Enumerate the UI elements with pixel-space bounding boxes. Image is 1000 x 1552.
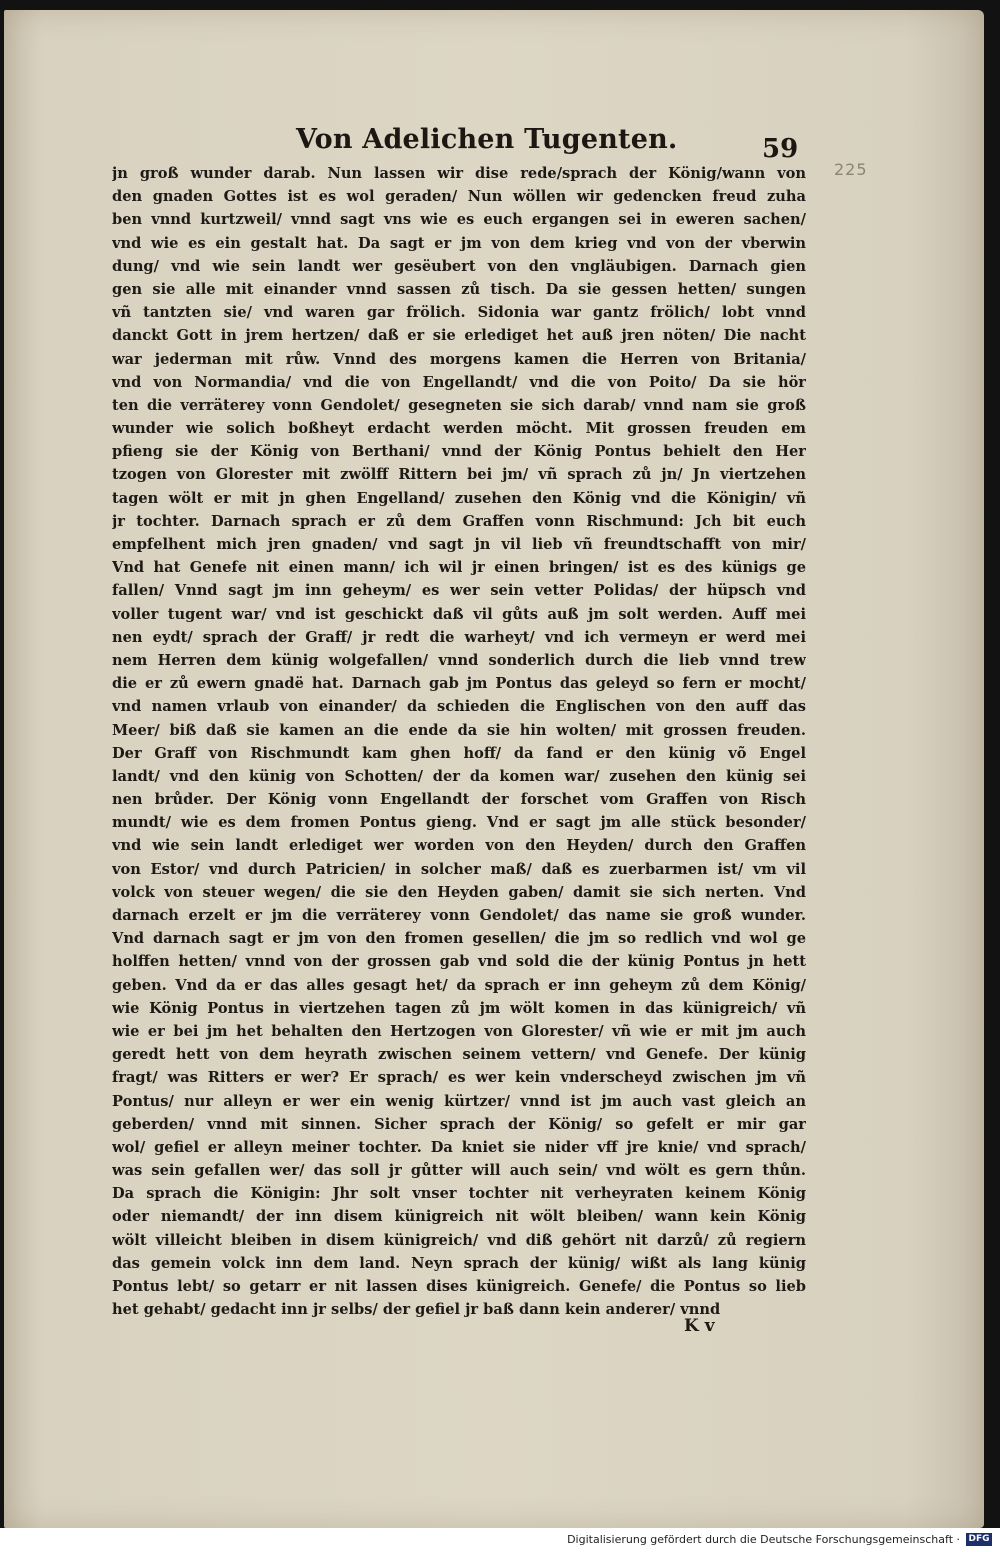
text-line: wie er bei jm het behalten den Hertzogen von Glorester/ vñ wie er mit jm auch [112,1022,806,1040]
body-text [112,162,806,1321]
text-line: was sein gefallen wer/ das soll jr gůtter will auch sein/ vnd wölt es gern thůn. [112,1162,806,1180]
text-line: darnach erzelt er jm die verräterey vonn Gendolet/ das name sie groß wunder. [112,907,806,924]
text-line: ten die verräterey vonn Gendolet/ gesegneten sie sich darab/ vnnd nam sie groß [112,396,806,414]
folio-number: 59 [762,134,799,164]
page-header [4,118,984,164]
text-line: ben vnnd kurtzweil/ vnnd sagt vns wie es euch ergangen sei in eweren sachen/ [112,211,806,229]
text-line: geredt hett von dem heyrath zwischen seinem vettern/ vnd Genefe. Der künig [112,1046,806,1064]
text-line: nen eydt/ sprach der Graff/ jr redt die warheyt/ vnd ich vermeyn er werd mei [112,628,806,646]
text-line: tzogen von Glorester mit zwölff Rittern bei jm/ vñ sprach zů jn/ Jn viertzehen [112,466,806,484]
text-line: volck von steuer wegen/ die sie den Heyden gaben/ damit sie sich nerten. Vnd [112,883,806,901]
text-line: mundt/ wie es dem fromen Pontus gieng. Vnd er sagt jm alle stück besonder/ [112,814,806,832]
text-line: den gnaden Gottes ist es wol geraden/ Nun wöllen wir gedencken freud zuha [112,188,806,206]
catchword: K v [684,1316,715,1336]
text-line: vnd wie sein landt erlediget wer worden von den Heyden/ durch den Graffen [112,837,806,855]
footer-bar [0,1528,1000,1552]
text-line: jr tochter. Darnach sprach er zů dem Graffen vonn Rischmund: Jch bit euch [112,512,806,530]
text-line: wunder wie solich boßheyt erdacht werden möcht. Mit grossen freuden em [112,420,806,438]
text-line: nen brůder. Der König vonn Engellandt der forschet vom Graffen von Risch [112,791,806,809]
text-line: oder niemandt/ der inn disem künigreich nit wölt bleiben/ wann kein König [112,1208,806,1226]
text-line: pfieng sie der König von Berthani/ vnnd der König Pontus behielt den Her [112,443,806,461]
text-line: vñ tantzten sie/ vnd waren gar frölich. Sidonia war gantz frölich/ lobt vnnd [112,304,806,322]
book-page [4,10,984,1528]
text-line: jn groß wunder darab. Nun lassen wir dise rede/sprach der König/wann von [112,165,806,182]
text-line: fragt/ was Ritters er wer? Er sprach/ es wer kein vnderscheyd zwischen jm vñ [112,1069,806,1087]
text-line: wol/ gefiel er alleyn meiner tochter. Da kniet sie nider vff jre knie/ vnd sprach/ [112,1138,806,1156]
text-line: wie König Pontus in viertzehen tagen zů jm wölt komen in das künigreich/ vñ [112,999,806,1017]
text-line: vnd wie es ein gestalt hat. Da sagt er jm von dem krieg vnd von der vberwin [112,234,806,252]
funding-credit: Digitalisierung gefördert durch die Deutsche Forschungsgemeinschaft · [567,1533,960,1546]
text-line: von Estor/ vnd durch Patricien/ in solcher maß/ daß es zuerbarmen ist/ vm vil [112,860,806,878]
text-line: geben. Vnd da er das alles gesagt het/ da sprach er inn geheym zů dem König/ [112,976,806,994]
text-line: dung/ vnd wie sein landt wer gesëubert von den vngläubigen. Darnach gien [112,257,806,275]
text-line: geberden/ vnnd mit sinnen. Sicher sprach der König/ so gefelt er mir gar [112,1115,806,1133]
text-line: das gemein volck inn dem land. Neyn sprach der künig/ wißt als lang künig [112,1254,806,1272]
text-line: het gehabt/ gedacht inn jr selbs/ der gefiel jr baß dann kein anderer/ vnnd [112,1301,721,1319]
text-line: vnd namen vrlaub von einander/ da schieden die Englischen von den auff das [112,698,806,716]
text-line: Pontus/ nur alleyn er wer ein wenig kürtzer/ vnnd ist jm auch vast gleich an [112,1092,806,1110]
text-line: danckt Gott in jrem hertzen/ daß er sie erlediget het auß jren nöten/ Die nacht [112,327,806,345]
text-line: voller tugent war/ vnd ist geschickt daß vil gůts auß jm solt werden. Auff mei [112,605,806,623]
text-line: gen sie alle mit einander vnnd sassen zů tisch. Da sie gessen hetten/ sungen [112,280,806,298]
text-line: war jederman mit růw. Vnnd des morgens kamen die Herren von Britania/ [112,350,806,368]
text-line: die er zů ewern gnadë hat. Darnach gab jm Pontus das geleyd so fern er mocht/ [112,675,806,693]
dfg-logo: DFG [966,1533,992,1546]
pencil-annotation: 225 [834,160,868,179]
text-line: tagen wölt er mit jn ghen Engelland/ zusehen den König vnd die Königin/ vñ [112,489,806,507]
text-line: landt/ vnd den künig von Schotten/ der da komen war/ zusehen den künig sei [112,767,806,785]
text-line: vnd von Normandia/ vnd die von Engellandt/ vnd die von Poito/ Da sie hör [112,373,806,391]
text-line: Vnd hat Genefe nit einen mann/ ich wil jr einen bringen/ ist es des künigs ge [112,559,806,577]
text-line: Da sprach die Königin: Jhr solt vnser tochter nit verheyraten keinem König [112,1185,806,1203]
text-line: holffen hetten/ vnnd von der grossen gab vnd sold die der künig Pontus jn hett [112,953,806,971]
text-line: nem Herren dem künig wolgefallen/ vnnd sonderlich durch die lieb vnnd trew [112,651,806,669]
running-title: Von Adelichen Tugenten. [296,124,678,155]
text-line: Pontus lebt/ so getarr er nit lassen dises künigreich. Genefe/ die Pontus so lieb [112,1278,806,1295]
text-line: empfelhent mich jren gnaden/ vnd sagt jn vil lieb vñ freundtschafft von mir/ [112,536,806,553]
text-line: wölt villeicht bleiben in disem künigreich/ vnd diß gehört nit darzů/ zů regiern [112,1231,806,1249]
text-line: fallen/ Vnnd sagt jm inn geheym/ es wer sein vetter Polidas/ der hüpsch vnd [112,582,806,600]
text-line: Meer/ biß daß sie kamen an die ende da sie hin wolten/ mit grossen freuden. [112,721,806,739]
text-line: Der Graff von Rischmundt kam ghen hoff/ da fand er den künig võ Engel [112,744,806,762]
text-line: Vnd darnach sagt er jm von den fromen gesellen/ die jm so redlich vnd wol ge [112,930,806,948]
